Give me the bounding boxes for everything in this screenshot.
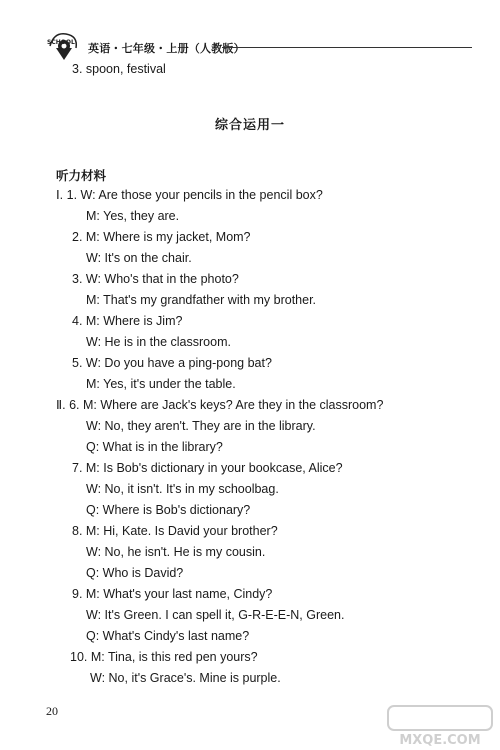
transcript-line: W: He is in the classroom.: [86, 335, 231, 349]
page-number: 20: [46, 704, 58, 718]
transcript-line: Q: What is in the library?: [86, 440, 223, 454]
transcript-line: Ⅱ. 6. M: Where are Jack's keys? Are they in the classroom?: [56, 398, 384, 412]
transcript-line: W: No, it isn't. It's in my schoolbag.: [86, 482, 279, 496]
transcript-line: 7. M: Is Bob's dictionary in your bookcase, Alice?: [72, 461, 343, 475]
sub-heading: 听力材料: [56, 168, 107, 183]
transcript-line: 4. M: Where is Jim?: [72, 314, 183, 328]
header-title: 英语・七年级・上册（人教版）: [88, 42, 245, 55]
transcript-line: W: No, he isn't. He is my cousin.: [86, 545, 266, 559]
school-logo-icon: [44, 28, 84, 62]
carry-over-answer: 3. spoon, festival: [72, 62, 166, 76]
transcript-line: M: That's my grandfather with my brother.: [86, 293, 317, 307]
watermark-logo: [380, 700, 500, 750]
logo-text: SCHOOL: [47, 39, 75, 46]
transcript-line: 5. W: Do you have a ping-pong bat?: [72, 356, 272, 370]
transcript-line: W: It's Green. I can spell it, G-R-E-E-N, Green.: [86, 608, 345, 622]
transcript-line: 10. M: Tina, is this red pen yours?: [70, 650, 258, 664]
transcript-line: W: It's on the chair.: [86, 251, 192, 265]
transcript-line: W: No, it's Grace's. Mine is purple.: [90, 671, 281, 685]
watermark-text: MXQE.COM: [399, 733, 481, 748]
transcript-line: Q: What's Cindy's last name?: [86, 629, 250, 643]
transcript-line: W: No, they aren't. They are in the library.: [86, 419, 316, 433]
transcript-line: Q: Where is Bob's dictionary?: [86, 503, 251, 517]
transcript-line: 9. M: What's your last name, Cindy?: [72, 587, 273, 601]
transcript-line: 2. M: Where is my jacket, Mom?: [72, 230, 251, 244]
header-divider: [222, 47, 472, 48]
transcript-line: Ⅰ. 1. W: Are those your pencils in the pencil box?: [56, 188, 323, 202]
transcript-line: 3. W: Who's that in the photo?: [72, 272, 239, 286]
transcript-line: M: Yes, it's under the table.: [86, 377, 236, 391]
section-title: 综合运用一: [214, 118, 285, 133]
transcript-line: M: Yes, they are.: [86, 209, 180, 223]
transcript-line: Q: Who is David?: [86, 566, 184, 580]
transcript-line: 8. M: Hi, Kate. Is David your brother?: [72, 524, 278, 538]
page-header: [44, 28, 474, 62]
